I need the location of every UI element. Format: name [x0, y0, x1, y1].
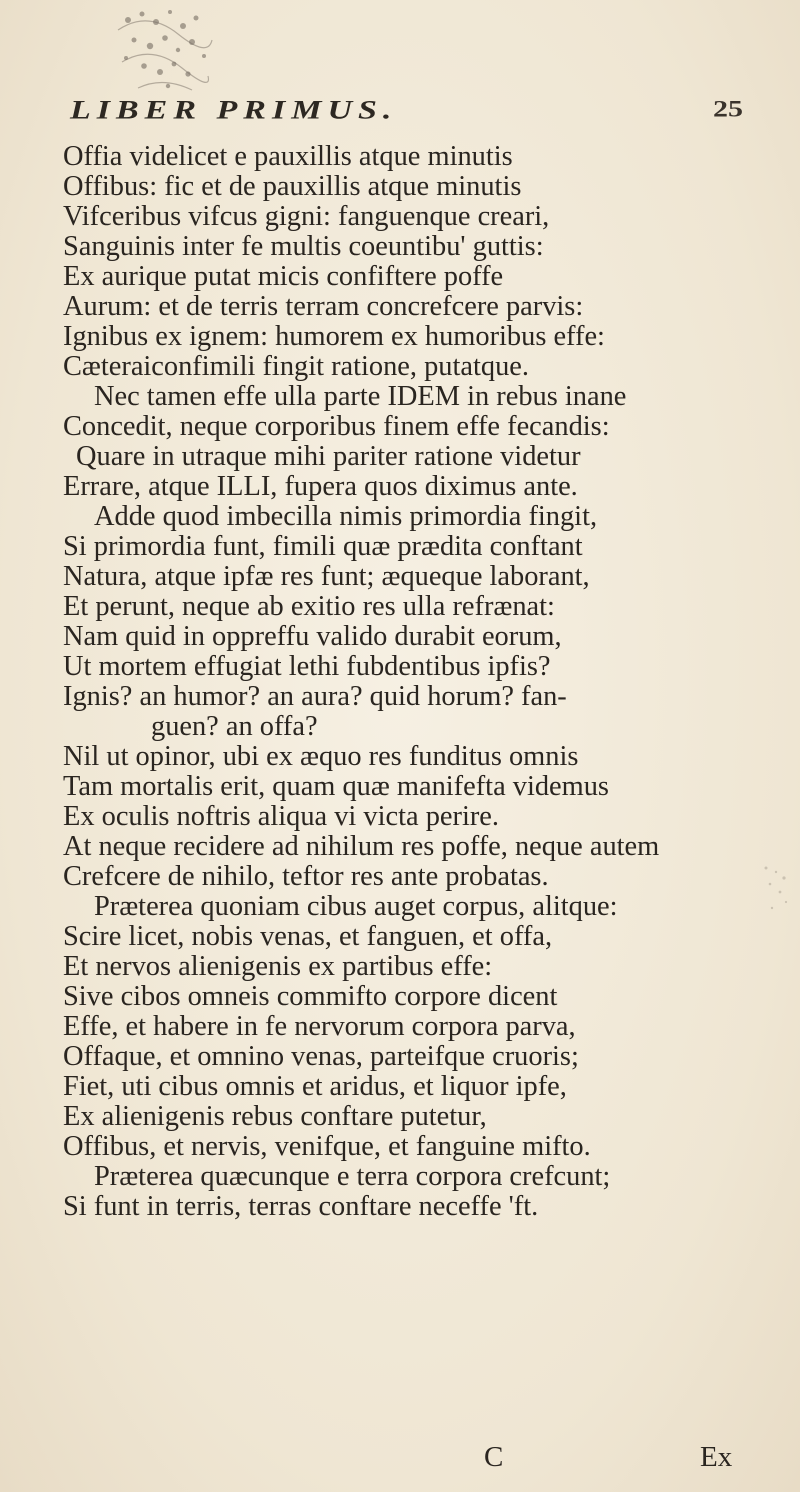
verse-line: Nil ut opinor, ubi ex æquo res funditus omnis: [63, 741, 579, 772]
verse-line: Cæteraiconfimili fingit ratione, putatque.: [63, 351, 529, 382]
verse-line: Ex alienigenis rebus conftare putetur,: [63, 1101, 487, 1132]
verse-line: Si primordia funt, fimili quæ prædita conftant: [63, 531, 583, 562]
verse-line: Offibus, et nervis, venifque, et fanguine mifto.: [63, 1131, 591, 1162]
verse-line: Concedit, neque corporibus finem effe fecandis:: [63, 411, 610, 442]
verse-line: Ut mortem effugiat lethi fubdentibus ipfis?: [63, 651, 551, 682]
verse-line: Ex oculis noftris aliqua vi victa perire.: [63, 801, 499, 832]
verse-line: Præterea quæcunque e terra corpora crefcunt;: [94, 1161, 611, 1192]
running-head: [70, 96, 770, 136]
verse-line: Fiet, uti cibus omnis et aridus, et liquor ipfe,: [63, 1071, 567, 1102]
verse-line: Quare in utraque mihi pariter ratione videtur: [76, 441, 581, 472]
signature-mark: C: [484, 1441, 504, 1473]
verse-line: Si funt in terris, terras conftare neceffe 'ft.: [63, 1191, 539, 1222]
verse-line: Crefcere de nihilo, teftor res ante probatas.: [63, 861, 549, 892]
verse-line: Ignibus ex ignem: humorem ex humoribus effe:: [63, 321, 605, 352]
verse-line: Aurum: et de terris terram concrefcere parvis:: [63, 291, 584, 322]
catchword: Ex: [700, 1441, 733, 1473]
verse-line: Adde quod imbecilla nimis primordia fingit,: [94, 501, 598, 532]
woodcut-headpiece-icon: [108, 0, 218, 98]
verse-line: Vifceribus vifcus gigni: fanguenque creari,: [63, 201, 550, 232]
verse-line: Errare, atque ILLI, fupera quos diximus ante.: [63, 471, 578, 502]
verse-line: Et nervos alienigenis ex partibus effe:: [63, 951, 493, 982]
verse-line: Tam mortalis erit, quam quæ manifefta videmus: [63, 771, 609, 802]
verse-text: [63, 142, 783, 1222]
verse-line: Offia videlicet e pauxillis atque minutis: [63, 141, 513, 172]
ink-bleed-decoration: [758, 862, 792, 922]
verse-line: Ignis? an humor? an aura? quid horum? fan-: [63, 681, 567, 712]
verse-line: Sive cibos omneis commifto corpore dicent: [63, 981, 558, 1012]
verse-line: Offaque, et omnino venas, parteifque cruoris;: [63, 1041, 579, 1072]
verse-line: Sanguinis inter fe multis coeuntibu' guttis:: [63, 231, 544, 262]
verse-line: Scire licet, nobis venas, et fanguen, et offa,: [63, 921, 553, 952]
verse-line: At neque recidere ad nihilum res poffe, neque autem: [63, 831, 660, 862]
running-title: LIBER PRIMUS.: [70, 96, 398, 125]
verse-line: Nam quid in oppreffu valido durabit eorum,: [63, 621, 562, 652]
page-footer: [63, 1441, 783, 1473]
verse-line: Et perunt, neque ab exitio res ulla refrænat:: [63, 591, 555, 622]
verse-line: Ex aurique putat micis confiftere poffe: [63, 261, 504, 292]
verse-line: Natura, atque ipfæ res funt; æqueque laborant,: [63, 561, 590, 592]
verse-line: Effe, et habere in fe nervorum corpora parva,: [63, 1011, 576, 1042]
verse-line: guen? an offa?: [151, 711, 318, 742]
verse-line: Nec tamen effe ulla parte IDEM in rebus inane: [94, 381, 627, 412]
page-number: 25: [713, 96, 743, 122]
verse-line: Præterea quoniam cibus auget corpus, alitque:: [94, 891, 618, 922]
verse-line: Offibus: fic et de pauxillis atque minutis: [63, 171, 522, 202]
